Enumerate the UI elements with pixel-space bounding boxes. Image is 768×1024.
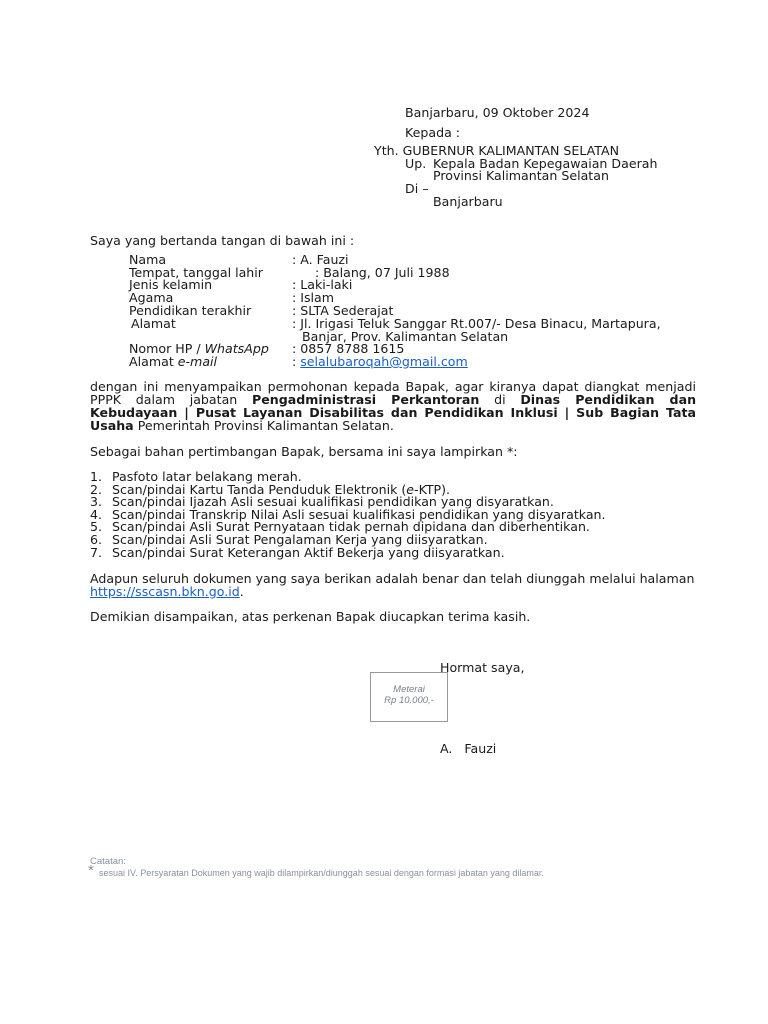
intro-text: Saya yang bertanda tangan di bawah ini :	[90, 233, 355, 248]
alamat-value-line-1: : Jl. Irigasi Teluk Sanggar Rt.007/- Desa Binacu, Martapura,	[292, 316, 661, 331]
attachment-num: 6.	[90, 532, 103, 547]
up-label: Up.	[405, 156, 427, 171]
jabatan-name: Pengadministrasi Perkantoran	[252, 392, 480, 407]
attachment-num: 3.	[90, 494, 103, 509]
body-line-2-a: PPPK dalam jabatan	[90, 392, 253, 407]
instansi-part-3: Usaha	[90, 418, 134, 433]
footnote-star: *	[88, 862, 94, 879]
meterai-stamp	[370, 672, 448, 722]
alamat-value-line-2: Banjar, Prov. Kalimantan Selatan	[302, 329, 509, 344]
attachment-text: Pasfoto latar belakang merah.	[112, 469, 302, 484]
kepada-label: Kepada :	[405, 125, 461, 140]
agama-label: Agama	[129, 290, 174, 305]
email-label	[129, 355, 217, 368]
hp-value: : 0857 8788 1615	[292, 341, 405, 356]
attachment-text: Scan/pindai Ijazah Asli sesuai kualifikasi pendidikan yang disyaratkan.	[112, 494, 554, 509]
email-link[interactable]: selalubaroqah@gmail.com	[300, 354, 468, 369]
hp-label-whatsapp: WhatsApp	[204, 341, 269, 356]
jenis-kelamin-label: Jenis kelamin	[129, 277, 213, 292]
ttl-value: : Balang, 07 Juli 1988	[315, 265, 450, 280]
body2-period: .	[239, 584, 244, 599]
stamp-line-1: Meterai	[393, 684, 425, 695]
pendidikan-label: Pendidikan terakhir	[129, 303, 252, 318]
signer-name: A. Fauzi	[440, 741, 497, 756]
greeting: Hormat saya,	[440, 660, 525, 675]
ttl-label: Tempat, tanggal lahir	[129, 265, 263, 280]
place-date: Banjarbaru, 09 Oktober 2024	[405, 105, 590, 120]
closing-text: Demikian disampaikan, atas perkenan Bapak diucapkan terima kasih.	[90, 609, 531, 624]
up-line-1: Kepala Badan Kepegawaian Daerah	[433, 156, 658, 171]
sscasn-link[interactable]: https://sscasn.bkn.go.id	[90, 584, 240, 599]
footnote-label: Catatan:	[90, 856, 126, 867]
body-line-1: dengan ini menyampaikan permohonan kepada Bapak, agar kiranya dapat diangkat menjadi	[90, 379, 696, 394]
attachment-num: 4.	[90, 507, 103, 522]
email-value	[292, 355, 468, 368]
email-colon: :	[292, 354, 301, 369]
body-line-4	[90, 419, 394, 432]
footnote-text: sesuai IV. Persyaratan Dokumen yang wajib dilampirkan/diunggah sesuai dengan formasi jabatan yang dilamar.	[99, 868, 544, 878]
attachment-text: Scan/pindai Surat Keterangan Aktif Bekerja yang diisyaratkan.	[112, 545, 505, 560]
nama-value: : A. Fauzi	[292, 252, 349, 267]
agama-value: : Islam	[292, 290, 335, 305]
attachment-text-a: Scan/pindai Kartu Tanda Penduduk Elektronik (	[112, 482, 407, 497]
attachment-text: Scan/pindai Asli Surat Pernyataan tidak pernah dipidana dan diberhentikan.	[112, 519, 590, 534]
attachment-num: 2.	[90, 482, 103, 497]
alamat-label: Alamat	[131, 316, 176, 331]
attachments-intro: Sebagai bahan pertimbangan Bapak, bersama ini saya lampirkan *:	[90, 444, 518, 459]
jenis-kelamin-value: : Laki-laki	[292, 277, 353, 292]
up-line-2: Provinsi Kalimantan Selatan	[433, 168, 609, 183]
pendidikan-value: : SLTA Sederajat	[292, 303, 394, 318]
attachment-text-b: e	[406, 482, 415, 497]
attachment-num: 5.	[90, 519, 103, 534]
body-line-2-c: di	[479, 392, 521, 407]
attachment-num: 7.	[90, 545, 103, 560]
attachment-text-c: -KTP).	[414, 482, 451, 497]
hp-label-text: Nomor HP /	[129, 341, 205, 356]
city: Banjarbaru	[433, 194, 503, 209]
stamp-line-2: Rp 10.000,-	[384, 695, 434, 706]
nama-label: Nama	[129, 252, 167, 267]
email-label-italic: e-mail	[177, 354, 218, 369]
attachment-num: 1.	[90, 469, 103, 484]
recipient-title: Yth. GUBERNUR KALIMANTAN SELATAN	[374, 143, 620, 158]
body-line-3: Kebudayaan | Pusat Layanan Disabilitas dan Pendidikan Inklusi | Sub Bagian Tata	[90, 405, 696, 420]
instansi-part-1: Dinas Pendidikan dan	[520, 392, 697, 407]
attachment-text: Scan/pindai Asli Surat Pengalaman Kerja yang diisyaratkan.	[112, 532, 488, 547]
email-label-text: Alamat	[129, 354, 178, 369]
di-label: Di –	[405, 181, 429, 196]
body2-line-1: Adapun seluruh dokumen yang saya berikan adalah benar dan telah diunggah melalui halaman	[90, 571, 695, 586]
attachment-text: Scan/pindai Transkrip Nilai Asli sesuai kualifikasi pendidikan yang disyaratkan.	[112, 507, 606, 522]
body-line-4-b: Pemerintah Provinsi Kalimantan Selatan.	[133, 418, 394, 433]
body2-line-2	[90, 585, 244, 598]
